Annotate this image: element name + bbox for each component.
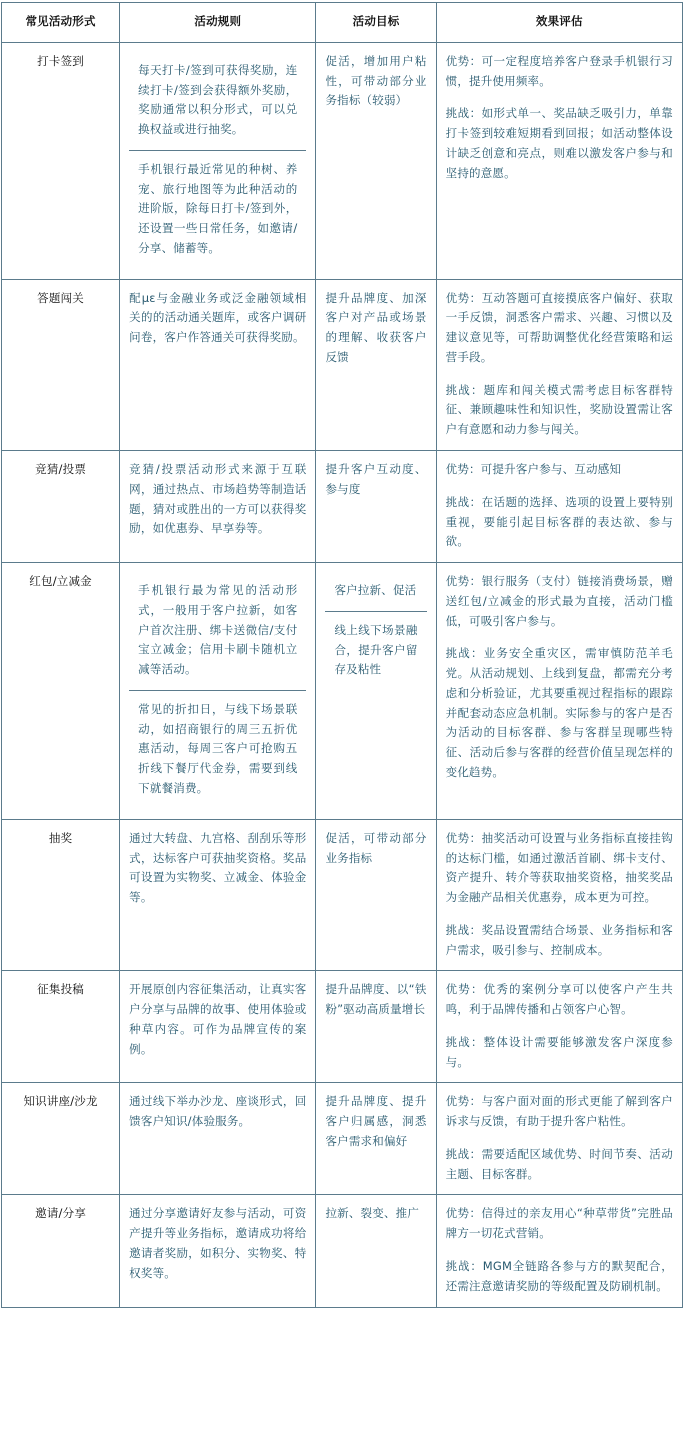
table-row (2, 1083, 683, 1195)
table-row (2, 1195, 683, 1307)
goal-paragraph: 线上线下场景融合，提升客户留存及粘性 (325, 611, 426, 690)
rules-paragraph: 通过大转盘、九宫格、刮刮乐等形式，达标客户可获抽奖资格。奖品可设置为实物奖、立减金、体验金等。 (129, 830, 307, 905)
cell-activity-rules (120, 42, 316, 279)
rules-paragraph: 通过线下举办沙龙、座谈形式，回馈客户知识/体验服务。 (129, 1094, 307, 1129)
eval-paragraph-challenge: 挑战：业务安全重灾区，需审慎防范羊毛党。从活动规划、上线到复盘，都需充分考虑和分析验证，尤其要重视过程指标的跟踪并配套动态应急机制。实际参与的客户是否为活动的目标客群、参与客群呈现哪些特征、活动后参与客群的经营价值呈现怎样的变化趋势。 (445, 646, 673, 779)
rules-paragraph: 开展原创内容征集活动，让真实客户分享与品牌的故事、使用体验或种草内容。可作为品牌宣传的案例。 (129, 982, 307, 1056)
cell-effect-evaluation (436, 971, 682, 1083)
eval-paragraph-challenge: 挑战：题库和闯关模式需考虑目标客群特征、兼顾趣味性和知识性，奖励设置需让客户有意愿和动力参与闯关。 (445, 382, 673, 437)
eval-paragraph-challenge: 挑战：如形式单一、奖品缺乏吸引力，单靠打卡签到较难短期看到回报；如活动整体设计缺乏创意和亮点，则难以激发客户参与和坚持的意愿。 (445, 106, 673, 180)
cell-activity-goal (316, 279, 436, 450)
cell-activity-rules (120, 279, 316, 450)
header-cell-rules: 活动规则 (120, 3, 316, 43)
eval-paragraph-challenge: 挑战：在话题的选择、选项的设置上要特别重视，要能引起目标客群的表达欲、参与欲。 (445, 494, 673, 549)
eval-paragraph-challenge: 挑战：奖品设置需结合场景、业务指标和客户需求，吸引参与、控制成本。 (445, 922, 673, 957)
goal-paragraph: 促活，可带动部分业务指标 (325, 830, 427, 865)
cell-activity-form: 答题闯关 (2, 279, 120, 450)
header-cell-form: 常见活动形式 (2, 3, 120, 43)
goal-paragraph: 客户拉新、促活 (334, 583, 417, 598)
eval-paragraph-challenge: 挑战：整体设计需要能够激发客户深度参与。 (445, 1034, 673, 1069)
cell-activity-form: 红包/立减金 (2, 563, 120, 820)
table-row (2, 42, 683, 279)
header-row (2, 3, 683, 43)
cell-effect-evaluation (436, 279, 682, 450)
cell-effect-evaluation (436, 819, 682, 971)
goal-paragraph: 拉新、裂变、推广 (325, 1206, 420, 1221)
eval-paragraph-advantage: 优势：可提升客户参与、互动感知 (445, 462, 622, 477)
cell-activity-form: 邀请/分享 (2, 1195, 120, 1307)
eval-paragraph-challenge: 挑战：需要适配区域优势、时间节奏、活动主题、目标客群。 (445, 1146, 673, 1181)
rules-paragraph: 手机银行最近常见的种树、养宠、旅行地图等为此种活动的进阶版，除每日打卡/签到外，还设置一些日常任务，如邀请/分享、储蓄等。 (129, 150, 306, 269)
cell-activity-form: 知识讲座/沙龙 (2, 1083, 120, 1195)
rules-paragraph: 手机银行最为常见的活动形式，一般用于客户拉新，如客户首次注册、绑卡送微信/支付宝立减金；信用卡刷卡随机立减等活动。 (138, 583, 298, 677)
eval-paragraph-challenge: 挑战：MGM全链路各参与方的默契配合，还需注意邀请奖励的等级配置及防刷机制。 (445, 1258, 673, 1293)
cell-activity-rules (120, 971, 316, 1083)
goal-paragraph: 提升品牌度、加深客户对产品或场景的理解、收获客户反馈 (325, 290, 427, 364)
header-cell-goal: 活动目标 (316, 3, 436, 43)
eval-paragraph-advantage: 优势：互动答题可直接摸底客户偏好、获取一手反馈，洞悉客户需求、兴趣、习惯以及建议意见等，可帮助调整优化经营策略和运营手段。 (445, 290, 673, 364)
cell-activity-goal (316, 42, 436, 279)
activity-comparison-table (1, 2, 683, 1308)
goal-paragraph: 促活，增加用户粘性，可带动部分业务指标（较弱） (325, 53, 427, 108)
cell-activity-rules (120, 819, 316, 971)
goal-paragraph: 提升品牌度、提升客户归属感，洞悉客户需求和偏好 (325, 1094, 427, 1148)
cell-activity-goal (316, 563, 436, 820)
eval-paragraph-advantage: 优势：抽奖活动可设置与业务指标直接挂钩的达标门槛，如通过激活首刷、绑卡支付、资产提升、转介等获取抽奖资格，抽奖奖品为金融产品相关优惠券，成本更为可控。 (445, 830, 673, 905)
table-body (2, 42, 683, 1307)
rules-paragraph: 每天打卡/签到可获得奖励，连续打卡/签到会获得额外奖励，奖励通常以积分形式，可以兑换权益或进行抽奖。 (138, 62, 298, 137)
eval-paragraph-advantage: 优势：信得过的亲友用心“种草带货”完胜品牌方一切花式营销。 (445, 1206, 673, 1241)
eval-paragraph-advantage: 优势：银行服务（支付）链接消费场景，赠送红包/立减金的形式最为直接，活动门槛低，可吸引客户参与。 (445, 574, 673, 628)
cell-activity-goal (316, 971, 436, 1083)
cell-effect-evaluation (436, 42, 682, 279)
cell-activity-rules (120, 1083, 316, 1195)
rules-paragraph: 通过分享邀请好友参与活动，可资产提升等业务指标，邀请成功将给邀请者奖励，如积分、实物奖、特权奖等。 (129, 1206, 307, 1280)
table-row (2, 819, 683, 971)
cell-effect-evaluation (436, 1195, 682, 1307)
cell-activity-form: 抽奖 (2, 819, 120, 971)
eval-paragraph-advantage: 优势：优秀的案例分享可以使客户产生共鸣，利于品牌传播和占领客户心智。 (445, 982, 673, 1017)
cell-activity-form: 征集投稿 (2, 971, 120, 1083)
table-row (2, 563, 683, 820)
rules-paragraph: 常见的折扣日，与线下场景联动，如招商银行的周三五折优惠活动，每周三客户可抢购五折线下餐厅代金券，需要到线下就餐消费。 (129, 690, 306, 809)
rules-paragraph: 竞猜/投票活动形式来源于互联网，通过热点、市场趋势等制造话题，猜对或胜出的一方可以获得奖励，如优惠券、早享券等。 (129, 462, 307, 536)
cell-activity-goal (316, 1195, 436, 1307)
cell-activity-rules (120, 1195, 316, 1307)
cell-activity-rules (120, 563, 316, 820)
cell-activity-goal (316, 819, 436, 971)
cell-effect-evaluation (436, 1083, 682, 1195)
cell-effect-evaluation (436, 451, 682, 563)
table-row (2, 451, 683, 563)
cell-activity-form: 打卡签到 (2, 42, 120, 279)
cell-activity-form: 竞猜/投票 (2, 451, 120, 563)
cell-effect-evaluation (436, 563, 682, 820)
table-header (2, 3, 683, 43)
goal-paragraph: 提升客户互动度、参与度 (325, 462, 427, 496)
rules-paragraph: 配με与金融业务或泛金融领域相关的的活动通关题库，或客户调研问卷，客户作答通关可获得奖励。 (129, 290, 307, 345)
eval-paragraph-advantage: 优势：与客户面对面的形式更能了解到客户诉求与反馈，有助于提升客户粘性。 (445, 1094, 673, 1129)
goal-paragraph: 提升品牌度、以“铁粉”驱动高质量增长 (325, 982, 427, 1017)
cell-activity-goal (316, 1083, 436, 1195)
cell-activity-goal (316, 451, 436, 563)
cell-activity-rules (120, 451, 316, 563)
eval-paragraph-advantage: 优势：可一定程度培养客户登录手机银行习惯，提升使用频率。 (445, 53, 673, 88)
header-cell-eval: 效果评估 (436, 3, 682, 43)
table-row (2, 971, 683, 1083)
table-row (2, 279, 683, 450)
